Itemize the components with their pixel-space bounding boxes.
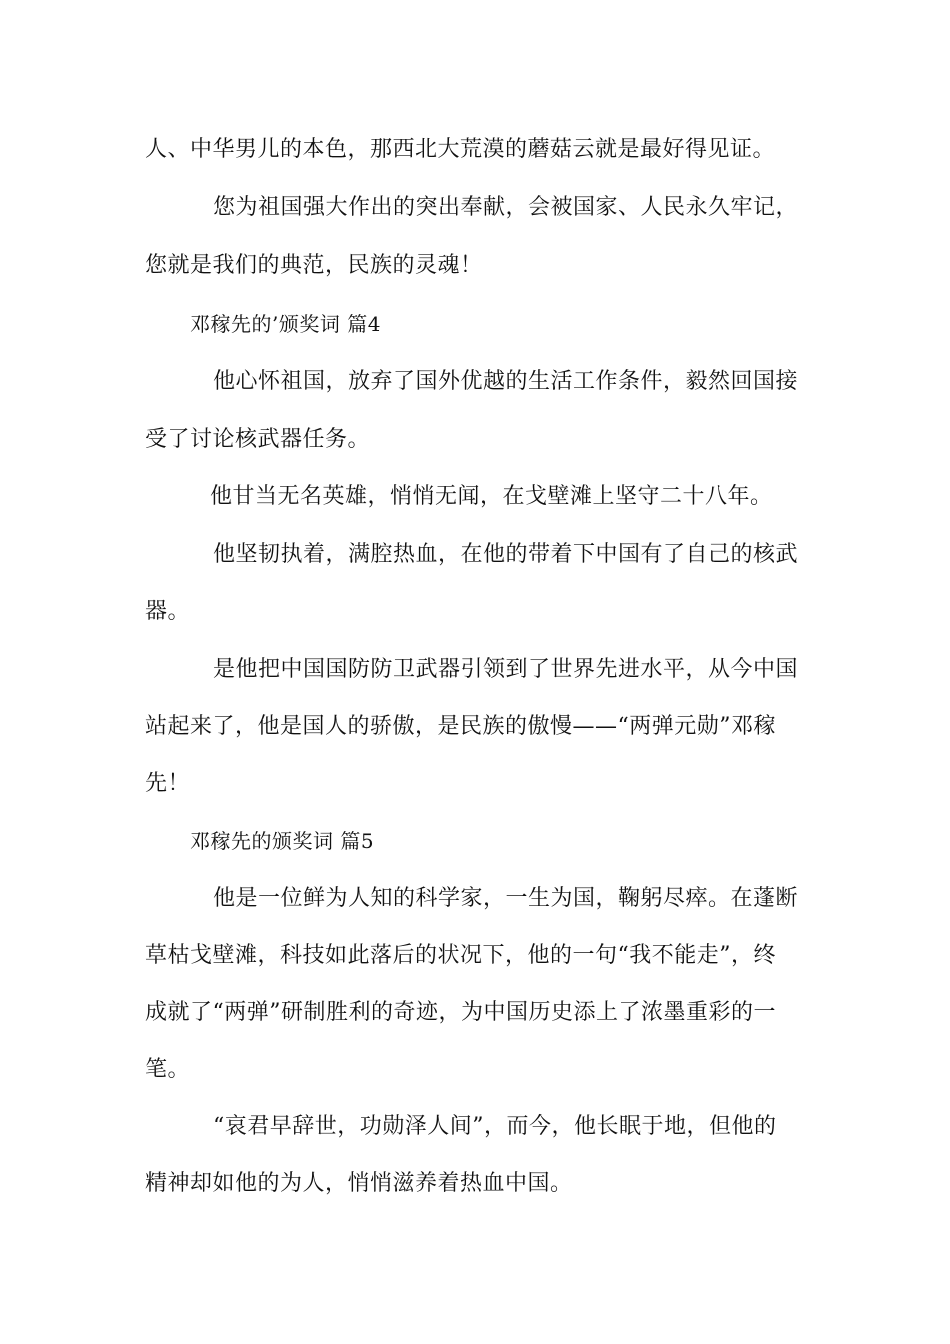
paragraph-line: 您就是我们的典范，民族的灵魂！	[145, 253, 483, 278]
paragraph-line: 先！	[145, 771, 191, 796]
section-heading: 邓稼先的颁奖词 篇5	[190, 829, 375, 853]
paragraph-line: 草枯戈壁滩，科技如此落后的状况下，他的一句“我不能走”，终	[145, 943, 776, 968]
paragraph-line: 站起来了，他是国人的骄傲，是民族的傲慢——“两弹元勋”邓稼	[145, 714, 776, 739]
paragraph-line: 他心怀祖国，放弃了国外优越的生活工作条件，毅然回国接	[213, 369, 799, 394]
paragraph-line: 他坚韧执着，满腔热血，在他的带着下中国有了自己的核武	[213, 542, 799, 567]
section-heading: 邓稼先的’颁奖词 篇4	[190, 312, 381, 336]
paragraph-line: 您为祖国强大作出的突出奉献，会被国家、人民永久牢记，	[213, 195, 799, 220]
paragraph-line: “哀君早辞世，功勋泽人间”，而今，他长眠于地，但他的	[213, 1114, 777, 1139]
paragraph-line: 器。	[145, 599, 191, 624]
paragraph-line: 精神却如他的为人，悄悄滋养着热血中国。	[145, 1171, 573, 1196]
paragraph-line: 他是一位鲜为人知的科学家，一生为国，鞠躬尽瘁。在蓬断	[213, 886, 799, 911]
paragraph-line: 人、中华男儿的本色，那西北大荒漠的蘑菇云就是最好得见证。	[145, 137, 776, 162]
paragraph-line: 是他把中国国防防卫武器引领到了世界先进水平，从今中国	[213, 657, 799, 682]
paragraph-line: 笔。	[145, 1057, 191, 1082]
paragraph-line: 受了讨论核武器任务。	[145, 427, 371, 452]
paragraph-line: 成就了“两弹”研制胜利的奇迹，为中国历史添上了浓墨重彩的一	[145, 1000, 776, 1025]
paragraph-line: 他甘当无名英雄，悄悄无闻，在戈壁滩上坚守二十八年。	[210, 484, 773, 509]
